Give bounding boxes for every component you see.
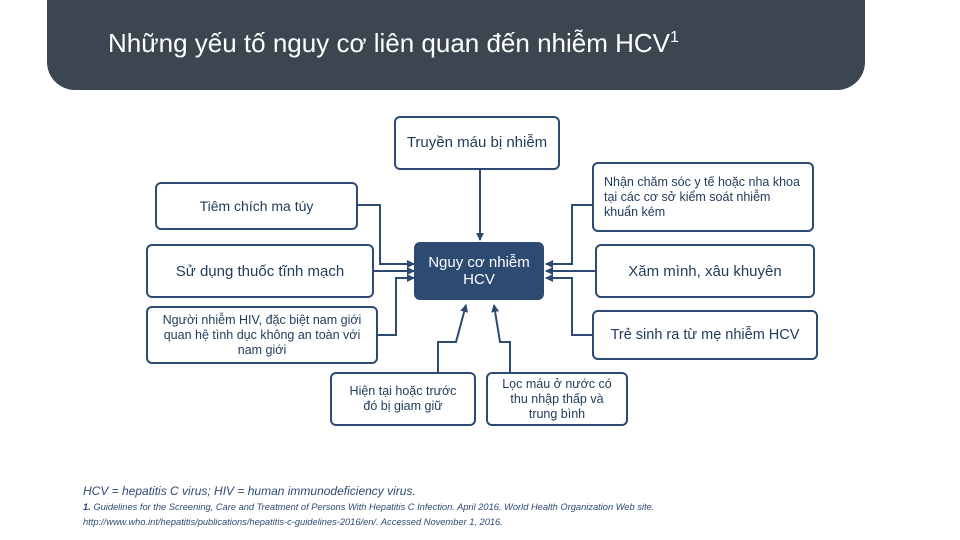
factor-poor-infection-control (592, 162, 814, 232)
factor-tattoo-piercing (595, 244, 815, 298)
connector-bottom-right (494, 305, 510, 372)
reference-url: http://www.who.int/hepatitis/publications/hepatitis-c-guidelines-2016/en/. Accessed November 1, 2016. (83, 517, 503, 527)
factor-mother-to-child-label: Trẻ sinh ra từ mẹ nhiễm HCV (610, 326, 800, 343)
factor-incarceration-label: Hiện tại hoặc trước đó bị giam giữ (349, 384, 457, 413)
factor-dialysis-lmic-label: Lọc máu ở nước có thu nhập thấp và trung bình (502, 376, 612, 421)
center-hcv-risk-label: Nguy cơ nhiễm HCV (428, 254, 530, 288)
factor-injection-drug-use-label: Tiêm chích ma túy (199, 197, 314, 214)
factor-contaminated-transfusion (394, 116, 560, 170)
title-reference-mark: 1 (670, 29, 679, 46)
reference-footnote (83, 500, 654, 530)
factor-contaminated-transfusion-label: Truyền máu bị nhiễm (406, 134, 548, 151)
connector-right-1 (546, 205, 592, 264)
factor-intravenous-drug-use-label: Sử dụng thuốc tĩnh mạch (175, 262, 345, 280)
reference-text: Guidelines for the Screening, Care and Treatment of Persons With Hepatitis C Infection. April 2016. World Health Organization Web site. (93, 502, 655, 512)
abbreviation-footnote: HCV = hepatitis C virus; HIV = human immunodeficiency virus. (83, 484, 416, 498)
factor-hiv-msm (146, 306, 378, 364)
factor-incarceration (330, 372, 476, 426)
page-title-text: Những yếu tố nguy cơ liên quan đến nhiễm HCV (108, 28, 671, 58)
connector-bottom-left (438, 305, 466, 372)
connector-right-3 (546, 278, 592, 335)
factor-injection-drug-use (155, 182, 358, 230)
factor-mother-to-child (592, 310, 818, 360)
factor-poor-infection-control-label: Nhận chăm sóc y tế hoặc nha khoa tại các cơ sở kiểm soát nhiễm khuẩn kém (604, 174, 800, 219)
reference-number: 1. (83, 502, 91, 512)
center-hcv-risk (414, 242, 544, 300)
factor-intravenous-drug-use (146, 244, 374, 298)
factor-dialysis-lmic (486, 372, 628, 426)
factor-hiv-msm-label: Người nhiễm HIV, đặc biệt nam giới quan hệ tình dục không an toàn với nam giới (162, 312, 362, 357)
factor-tattoo-piercing-label: Xăm mình, xâu khuyên (628, 262, 782, 280)
connector-left-3 (378, 278, 414, 335)
